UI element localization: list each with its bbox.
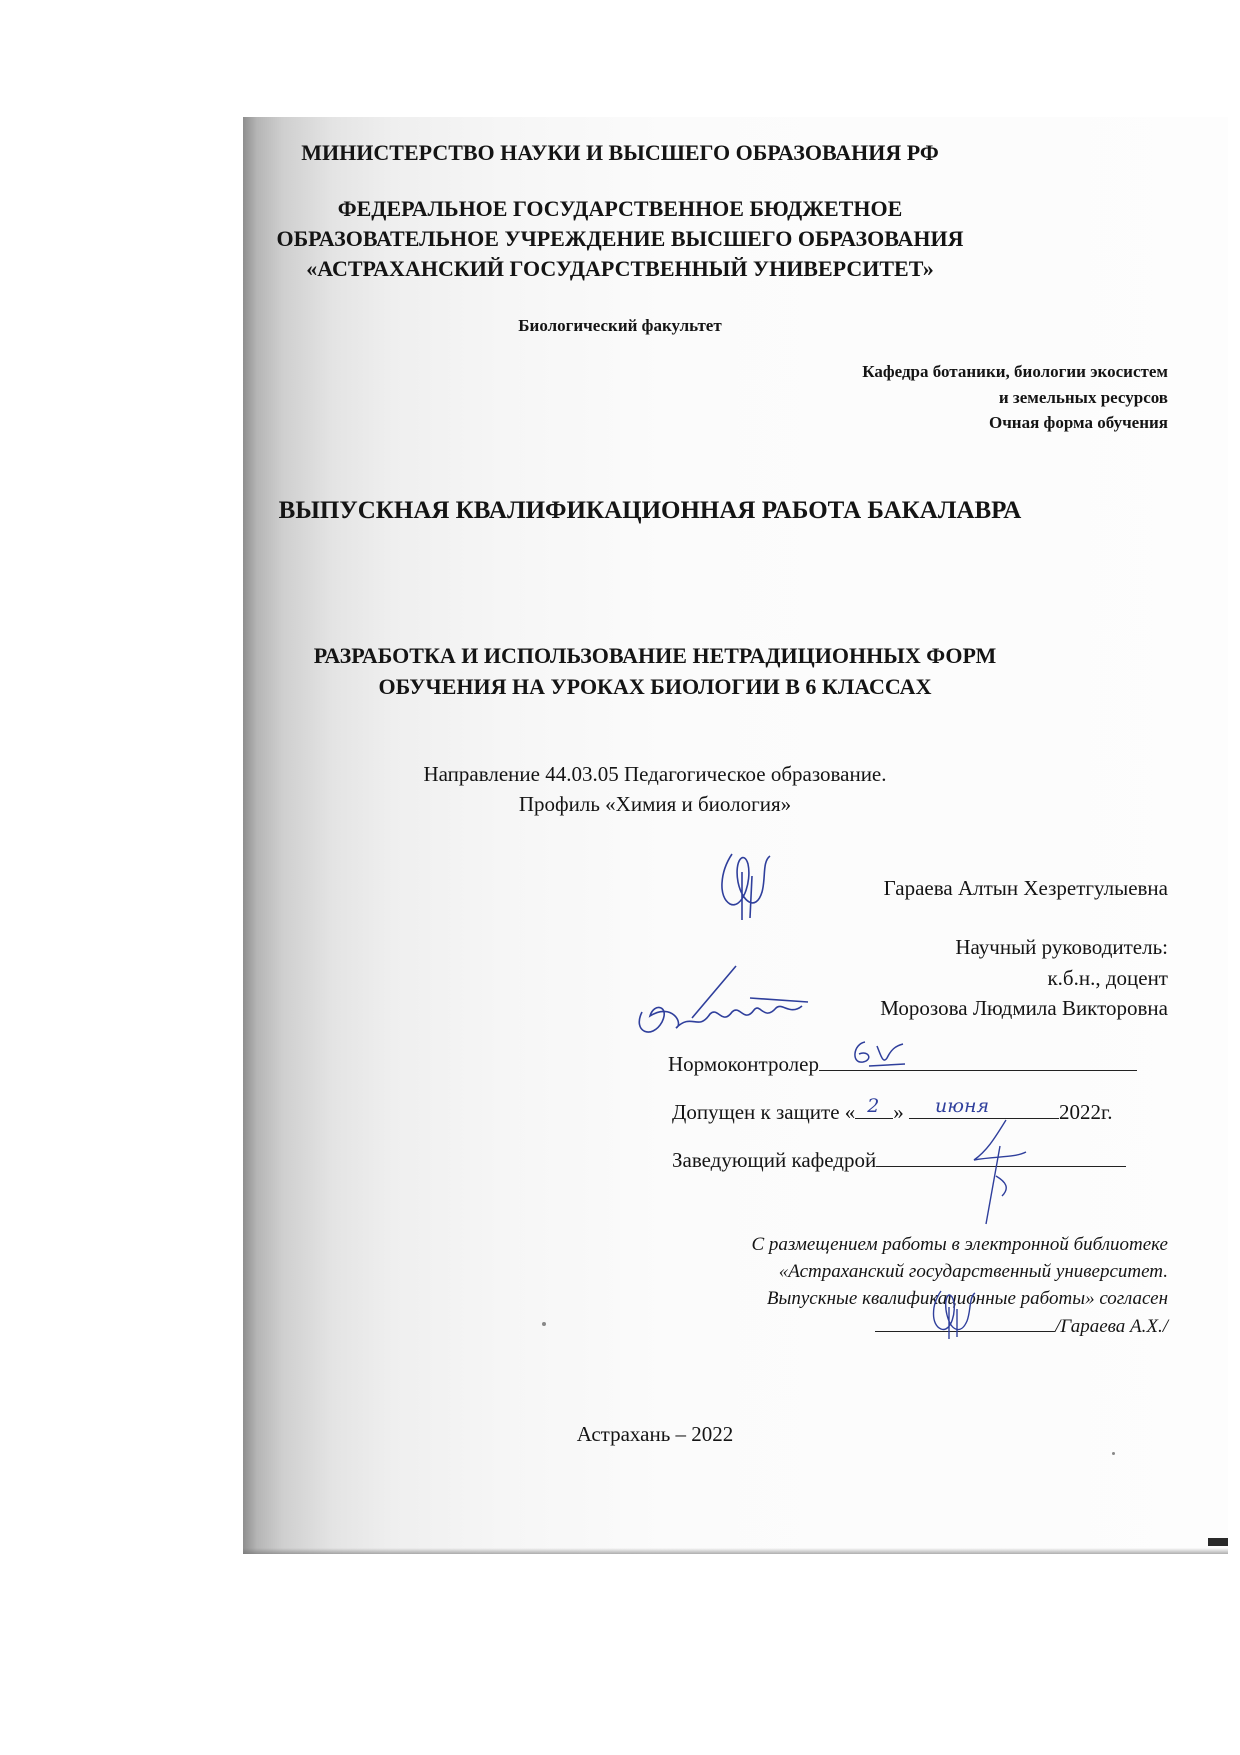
department-line-1: Кафедра ботаники, биологии экосистем: [862, 362, 1168, 381]
defense-field: [672, 1095, 1113, 1125]
scan-speck: [1112, 1452, 1115, 1455]
topic-line-1: РАЗРАБОТКА И ИСПОЛЬЗОВАНИЕ НЕТРАДИЦИОННЫХ ФОРМ: [313, 643, 997, 668]
supervisor-signature: [632, 962, 812, 1042]
supervisor-name: Морозова Людмила Викторовна: [880, 996, 1168, 1020]
student-signature: [712, 842, 782, 922]
head-of-department-label: Заведующий кафедрой: [672, 1148, 877, 1172]
department-line-3: Очная форма обучения: [989, 413, 1168, 432]
consent-signature-name: /Гараева А.Х./: [1055, 1316, 1168, 1337]
department-line-2: и земельных ресурсов: [998, 388, 1168, 407]
institution-line-1: ФЕДЕРАЛЬНОЕ ГОСУДАРСТВЕННОЕ БЮДЖЕТНОЕ: [337, 196, 903, 221]
norm-controller-signature: [847, 1036, 907, 1070]
norm-controller-label: Нормоконтролер: [668, 1052, 819, 1076]
consent-line-1: С размещением работы в электронной библиотеке: [751, 1234, 1168, 1255]
scan-edge-mark: [1208, 1538, 1228, 1546]
institution-line-2: ОБРАЗОВАТЕЛЬНОЕ УЧРЕЖДЕНИЕ ВЫСШЕГО ОБРАЗОВАНИЯ: [276, 226, 964, 251]
scan-speck: [542, 1322, 546, 1326]
consent-line-3: Выпускные квалификационные работы» согласен: [766, 1288, 1168, 1309]
defense-day: 2: [867, 1095, 880, 1117]
supervisor-label: Научный руководитель:: [955, 935, 1168, 959]
student-name: Гараева Алтын Хезретгулыевна: [883, 876, 1168, 900]
norm-controller-field: [668, 1050, 1137, 1077]
topic-line-2: ОБУЧЕНИЯ НА УРОКАХ БИОЛОГИИ В 6 КЛАССАХ: [378, 674, 932, 699]
direction-line-1: Направление 44.03.05 Педагогическое образование.: [423, 762, 887, 786]
work-type-title: ВЫПУСКНАЯ КВАЛИФИКАЦИОННАЯ РАБОТА БАКАЛАВРА: [278, 497, 1022, 524]
defense-year: 2022г.: [1059, 1100, 1113, 1124]
direction-line-2: Профиль «Химия и биология»: [518, 792, 792, 816]
supervisor-degree: к.б.н., доцент: [1047, 966, 1168, 990]
consent-line-2: «Астраханский государственный университет.: [778, 1261, 1168, 1282]
defense-month: июня: [935, 1095, 990, 1117]
defense-day-line: [855, 1095, 893, 1119]
head-of-department-line: [876, 1146, 1126, 1167]
defense-label: Допущен к защите «: [672, 1100, 856, 1124]
consent-signature-field: [875, 1313, 1168, 1338]
head-of-department-field: [672, 1146, 1126, 1173]
institution-line-3: «АСТРАХАНСКИЙ ГОСУДАРСТВЕННЫЙ УНИВЕРСИТЕТ»: [306, 256, 934, 281]
norm-controller-line: [819, 1050, 1137, 1071]
head-of-department-signature: [966, 1116, 1036, 1226]
defense-quote-close: »: [893, 1100, 904, 1124]
consent-signature: [927, 1285, 977, 1341]
faculty: Биологический факультет: [518, 316, 722, 335]
city-year: Астрахань – 2022: [576, 1422, 734, 1446]
ministry-heading: МИНИСТЕРСТВО НАУКИ И ВЫСШЕГО ОБРАЗОВАНИЯ РФ: [301, 140, 939, 165]
consent-signature-line: [875, 1313, 1055, 1332]
